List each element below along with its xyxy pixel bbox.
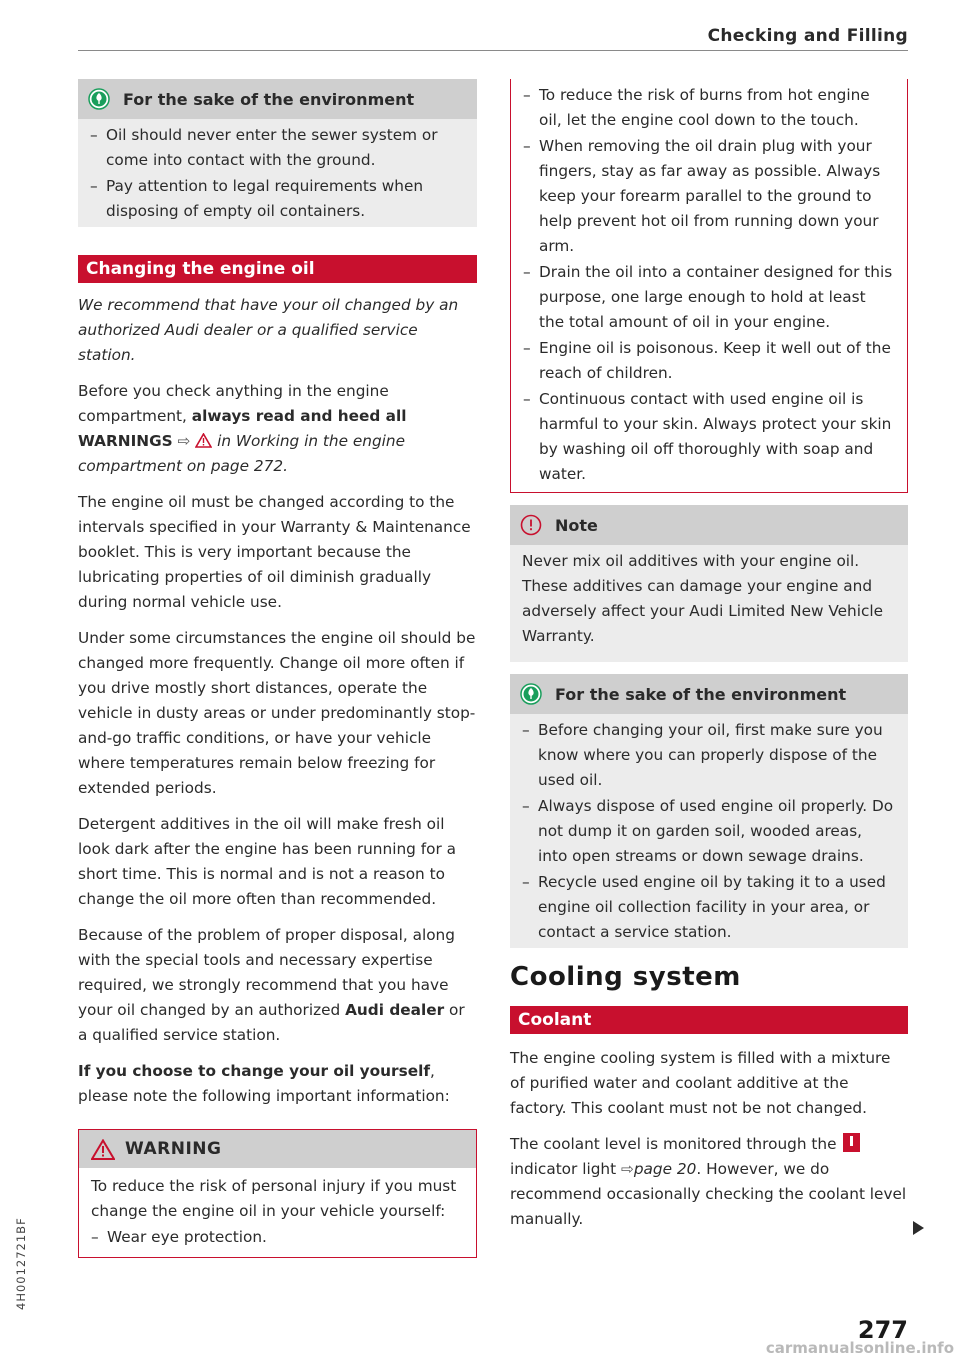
warning-box-header bbox=[79, 1130, 476, 1168]
list-item: – Before changing your oil, first make sure you know where you can properly dispose of the used oil. bbox=[522, 718, 896, 793]
intro-paragraph: We recommend that have your oil changed by an authorized Audi dealer or a qualified service station. bbox=[78, 296, 459, 364]
warning-box-continued bbox=[510, 79, 908, 493]
warning-text: To reduce the risk of personal injury if you must change the engine oil in your vehicle yourself: bbox=[91, 1177, 457, 1220]
environment-box-title: For the sake of the environment bbox=[555, 684, 847, 704]
header-rule bbox=[78, 50, 908, 51]
list-item: – Recycle used engine oil by taking it to a used engine oil collection facility in your area, or contact a service station. bbox=[522, 870, 896, 945]
section-bar-coolant: Coolant bbox=[510, 1006, 908, 1034]
warning-list bbox=[91, 1225, 464, 1250]
list-item: – Always dispose of used engine oil properly. Do not dump it on garden soil, wooded areas, into open streams or down sewage drains. bbox=[522, 794, 896, 869]
list-item: – Wear eye protection. bbox=[91, 1225, 464, 1250]
note-box-body bbox=[510, 545, 908, 662]
warning-title: WARNING bbox=[125, 1139, 222, 1159]
list-item: – To reduce the risk of burns from hot engine oil, let the engine cool down to the touch. bbox=[523, 83, 895, 133]
cross-reference-link[interactable]: page 20 bbox=[633, 1160, 697, 1178]
list-item: – Continuous contact with used engine oil is harmful to your skin. Always protect your skin by washing oil off thoroughly with soap and water. bbox=[523, 387, 895, 487]
document-code: 4H0012721BF bbox=[14, 1217, 28, 1310]
cross-reference-link[interactable]: in Working in the engine compartment on page 272. bbox=[78, 432, 406, 475]
page-number: 277 bbox=[857, 1316, 908, 1344]
bold-text: Audi dealer bbox=[345, 1001, 445, 1019]
warning-triangle-icon bbox=[91, 1139, 115, 1160]
text-span: Because of the problem of proper disposal, along with the special tools and necessary expertise required, we strongly recommend that you have your oil changed by an authorized bbox=[78, 926, 455, 1019]
paragraph: Detergent additives in the oil will make fresh oil look dark after the engine has been running for a short time. This is normal and is not a reason to change the oil more often than recommended. bbox=[78, 815, 456, 908]
section-bar-changing-oil: Changing the engine oil bbox=[78, 255, 477, 283]
environment-box bbox=[510, 674, 908, 948]
note-icon bbox=[520, 514, 542, 536]
text-span: . However, we do recommend occasionally checking the coolant level manually. bbox=[510, 1160, 907, 1228]
warning-list bbox=[523, 83, 895, 487]
continue-arrow-icon bbox=[913, 1221, 924, 1235]
link-arrow[interactable]: ⇨ bbox=[177, 432, 191, 450]
warning-box-body bbox=[79, 1168, 476, 1257]
environment-box bbox=[78, 79, 477, 227]
paragraph bbox=[78, 379, 477, 479]
watermark: carmanualsonline.info bbox=[765, 1339, 954, 1357]
note-text: Never mix oil additives with your engine oil. These additives can damage your engine and adversely affect your Audi Limited New Vehicle Warranty. bbox=[522, 552, 884, 645]
environment-box-body bbox=[510, 714, 908, 948]
list-item: – When removing the oil drain plug with your fingers, stay as far away as possible. Always keep your forearm parallel to the ground to help prevent hot oil from running down your arm. bbox=[523, 134, 895, 259]
warning-box bbox=[78, 1129, 477, 1258]
paragraph bbox=[510, 1132, 908, 1232]
paragraph: Under some circumstances the engine oil should be changed more frequently. Change oil more often if you drive mostly short distances, operate the vehicle in dusty areas or under predominantly stop-and-go traffic conditions, or have your vehicle where temperatures remain below freezing for extended periods. bbox=[78, 629, 476, 797]
warning-continued-body bbox=[511, 79, 907, 492]
text-span: or a qualified service station. bbox=[78, 1001, 465, 1044]
bold-text: If you choose to change your oil yourself bbox=[78, 1062, 430, 1080]
note-box-header bbox=[510, 505, 908, 545]
cooling-system-title: Cooling system bbox=[510, 962, 741, 992]
environment-icon bbox=[520, 683, 542, 705]
bold-text: always read and heed all WARNINGS bbox=[78, 407, 407, 450]
coolant-indicator-icon bbox=[843, 1133, 860, 1152]
text-span: Before you check anything in the engine compartment, bbox=[78, 382, 389, 425]
environment-box-header bbox=[78, 79, 477, 119]
paragraph bbox=[78, 923, 477, 1048]
environment-box-header bbox=[510, 674, 908, 714]
section-header-title: Checking and Filling bbox=[707, 26, 908, 46]
note-title: Note bbox=[555, 515, 598, 535]
right-column bbox=[510, 79, 908, 1243]
environment-box-body bbox=[78, 119, 477, 227]
left-column bbox=[78, 79, 477, 1258]
environment-list bbox=[522, 718, 896, 945]
warning-triangle-icon bbox=[195, 433, 212, 448]
note-box bbox=[510, 505, 908, 662]
paragraph: The engine oil must be changed according to the intervals specified in your Warranty & Maintenance booklet. This is very important because the lubricating properties of oil diminish gradually during normal vehicle use. bbox=[78, 493, 471, 611]
text-span: The coolant level is monitored through the bbox=[510, 1135, 837, 1153]
environment-icon bbox=[88, 88, 110, 110]
list-item: – Engine oil is poisonous. Keep it well out of the reach of children. bbox=[523, 336, 895, 386]
paragraph bbox=[78, 1059, 477, 1109]
text-span: , please note the following important information: bbox=[78, 1062, 450, 1105]
environment-box-title: For the sake of the environment bbox=[123, 89, 415, 109]
list-item: – Pay attention to legal requirements when disposing of empty oil containers. bbox=[90, 174, 465, 224]
list-item: – Oil should never enter the sewer system or come into contact with the ground. bbox=[90, 123, 465, 173]
environment-list bbox=[90, 123, 465, 224]
text-span: indicator light bbox=[510, 1160, 617, 1178]
link-arrow[interactable]: ⇨ bbox=[620, 1160, 634, 1178]
list-item: – Drain the oil into a container designed for this purpose, one large enough to hold at least the total amount of oil in your engine. bbox=[523, 260, 895, 335]
paragraph: The engine cooling system is filled with a mixture of purified water and coolant additive at the factory. This coolant must not be not changed. bbox=[510, 1049, 891, 1117]
